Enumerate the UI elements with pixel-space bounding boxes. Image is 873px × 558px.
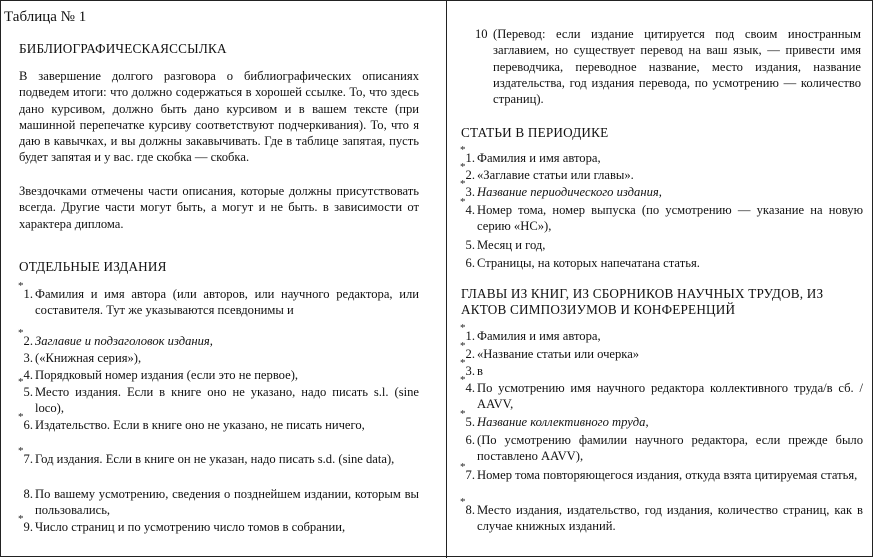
item-number: 5.	[465, 238, 475, 252]
required-star-marker: *	[18, 411, 24, 423]
item-text: По усмотрению имя научного редактора коллективного труда/в сб. / AAVV,	[477, 381, 863, 412]
item-number: 1.	[23, 287, 33, 301]
required-star-marker: *	[460, 196, 466, 208]
item-text: Заглавие и подзаголовок издания,	[35, 334, 213, 348]
heading-separate-editions: ОТДЕЛЬНЫЕ ИЗДАНИЯ	[19, 259, 167, 274]
required-star-marker: *	[18, 513, 24, 525]
intro-paragraph: В завершение долгого разговора о библиографических описаниях подведем итоги: что должно содержаться в хорошей ссылке. То, что здесь дано курсивом, должно быть дано курсивом и в вашем тексте (при машинной перепечатке курсиву соответствуют подчеркивания). То, что я даю в кавычках, и вы должны закавычивать. Где в таблице запятая, пусть будет запятая и у вас. где скобка — скобка.	[19, 69, 419, 165]
required-star-marker: *	[460, 461, 466, 473]
item-number: 6.	[465, 433, 475, 447]
item-number: 2.	[465, 168, 475, 182]
item-text: По вашему усмотрению, сведения о позднейшем издании, которым вы пользовались,	[35, 487, 419, 518]
item-number: 5.	[465, 415, 475, 429]
required-star-marker: *	[460, 178, 466, 190]
item-number: 6.	[23, 418, 33, 432]
required-star-marker: *	[460, 340, 466, 352]
required-star-marker: *	[460, 357, 466, 369]
required-star-marker: *	[18, 327, 24, 339]
item-text: Фамилия и имя автора (или авторов, или научного редактора, или составителя. Тут же указываются псевдонимы и	[35, 287, 419, 318]
item-text: Фамилия и имя автора,	[477, 151, 601, 165]
item-number: 10	[475, 27, 488, 41]
item-number: 4.	[465, 381, 475, 395]
required-star-marker: *	[460, 374, 466, 386]
item-text: Номер тома, номер выпуска (по усмотрению — указание на новую серию «НС»),	[477, 203, 863, 234]
item-text: Год издания. Если в книге он не указан, надо писать s.d. (sine data),	[35, 452, 395, 466]
item-text: в	[477, 364, 483, 378]
required-star-marker: *	[18, 280, 24, 292]
item-number: 7.	[465, 468, 475, 482]
item-number: 9.	[23, 520, 33, 534]
item-number: 1.	[465, 151, 475, 165]
heading-periodicals: СТАТЬИ В ПЕРИОДИКЕ	[461, 125, 609, 140]
table-title: Таблица № 1	[4, 9, 87, 25]
required-star-marker: *	[460, 144, 466, 156]
item-number: 7.	[23, 452, 33, 466]
item-text: Фамилия и имя автора,	[477, 329, 601, 343]
required-star-marker: *	[460, 408, 466, 420]
item-number: 5.	[23, 385, 33, 399]
item-text: (По усмотрению фамилии научного редактора, если прежде было поставлено AAVV),	[477, 433, 863, 464]
item-text: Название периодического издания,	[477, 185, 662, 199]
required-star-marker: *	[18, 445, 24, 457]
item-number: 1.	[465, 329, 475, 343]
item-text: Название коллективного труда,	[477, 415, 649, 429]
list-item	[19, 286, 419, 320]
item-text: Порядковый номер издания (если это не первое),	[35, 368, 299, 382]
required-star-marker: *	[18, 376, 24, 388]
item-number: 8.	[465, 503, 475, 517]
item-number: 6.	[465, 256, 475, 270]
item-text: Число страниц и по усмотрению число томов в собрании,	[35, 520, 346, 534]
item-text: Место издания, издательство, год издания, количество страниц, как в случае книжных изданий.	[477, 503, 863, 534]
item-number: 3.	[465, 185, 475, 199]
item-number: 3.	[465, 364, 475, 378]
item-number: 3.	[23, 351, 33, 365]
required-star-marker: *	[460, 322, 466, 334]
item-text: Номер тома повторяющегося издания, откуда взята цитируемая статья,	[477, 468, 858, 482]
item-number: 2.	[23, 334, 33, 348]
item-text: «Заглавие статьи или главы».	[477, 168, 634, 182]
item-text: (Перевод: если издание цитируется под своим иностранным заглавием, но существует перевод на ваш язык, — привести имя переводчика, переводное название, место издания, название издательства, год издания перевода, по усмотрению — количество страниц).	[493, 27, 861, 107]
column-divider	[446, 1, 447, 558]
heading-bibliographic-reference: БИБЛИОГРАФИЧЕСКАЯССЫЛКА	[19, 41, 227, 56]
required-star-marker: *	[460, 161, 466, 173]
item-text: («Книжная серия»),	[35, 351, 142, 365]
item-text: Место издания. Если в книге оно не указано, надо писать s.l. (sine loco),	[35, 385, 419, 416]
item-number: 4.	[465, 203, 475, 217]
heading-chapters-collections: ГЛАВЫ ИЗ КНИГ, ИЗ СБОРНИКОВ НАУЧНЫХ ТРУДОВ, ИЗ АКТОВ СИМПОЗИУМОВ И КОНФЕРЕНЦИЙ	[461, 286, 824, 317]
stars-note-paragraph: Звездочками отмечены части описания, которые должны присутствовать всегда. Другие части могут быть, а могут и не быть. в зависимости от характера диплома.	[19, 184, 419, 231]
item-number: 2.	[465, 347, 475, 361]
required-star-marker: *	[460, 496, 466, 508]
item-text: Страницы, на которых напечатана статья.	[477, 256, 700, 270]
item-text: Издательство. Если в книге оно не указано, не писать ничего,	[35, 418, 365, 432]
item-number: 4.	[23, 368, 33, 382]
item-text: Месяц и год,	[477, 238, 546, 252]
item-number: 8.	[23, 487, 33, 501]
item-text: «Название статьи или очерка»	[477, 347, 640, 361]
